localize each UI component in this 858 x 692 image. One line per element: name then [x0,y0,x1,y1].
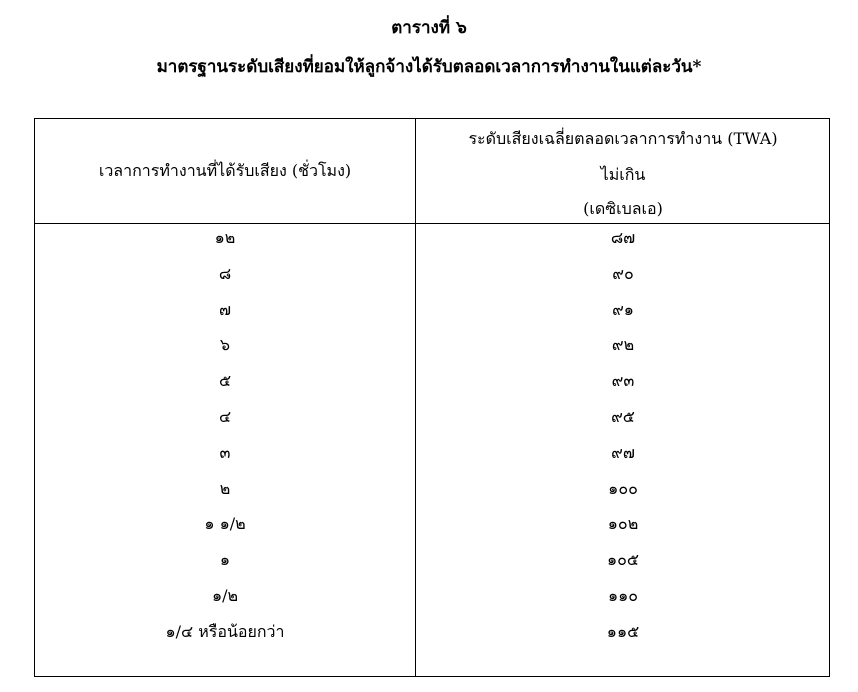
table-row [35,618,829,654]
level-cell: ๑๑๐ [607,585,639,605]
table-row [35,439,829,475]
header-twa-line-3: (เดซิเบลเอ) [583,199,663,218]
table-row [35,224,829,260]
hours-cell: ๑/๔ หรือน้อยกว่า [165,621,285,641]
hours-cell: ๖ [219,335,231,355]
hours-cell: ๘ [218,263,232,283]
table-row [35,331,829,367]
table-row [35,510,829,546]
level-cell: ๑๐๒ [607,514,639,534]
hours-cell: ๔ [218,406,232,426]
level-cell: ๙๒ [611,335,635,355]
table-row [35,403,829,439]
hours-cell: ๑ [219,550,231,570]
level-cell: ๘๗ [610,228,636,247]
noise-standard-table [34,118,830,677]
level-cell: ๑๑๕ [606,621,640,641]
level-cell: ๙๗ [611,442,635,462]
hours-cell: ๒ [219,478,231,498]
level-cell: ๙๓ [611,371,635,391]
table-row [35,546,829,582]
header-twa-line-1: ระดับเสียงเฉลี่ยตลอดเวลาการทำงาน (TWA) [468,129,778,148]
hours-cell: ๕ [218,371,232,391]
header-twa-line-2: ไม่เกิน [600,165,646,184]
hours-cell: ๗ [218,299,232,319]
table-body [35,224,829,654]
hours-cell: ๑/๒ [211,585,239,605]
table-row [35,296,829,332]
level-cell: ๙๕ [611,406,635,426]
level-cell: ๑๐๐ [608,478,638,498]
table-row [35,582,829,618]
hours-cell: ๓ [219,442,231,462]
table-row [35,475,829,511]
level-cell: ๙๐ [612,263,634,283]
hours-cell: ๑ ๑/๒ [204,514,246,534]
level-cell: ๑๐๕ [606,550,640,570]
header-exposure-hours: เวลาการทำงานที่ได้รับเสียง (ชั่วโมง) [98,161,352,180]
level-cell: ๙๑ [612,299,634,319]
table-caption: มาตรฐานระดับเสียงที่ยอมให้ลูกจ้างได้รับตลอดเวลาการทำงานในแต่ละวัน* [156,57,702,77]
table-number-title: ตารางที่ ๖ [391,18,467,38]
table-row [35,367,829,403]
table-row [35,260,829,296]
hours-cell: ๑๒ [214,228,236,247]
